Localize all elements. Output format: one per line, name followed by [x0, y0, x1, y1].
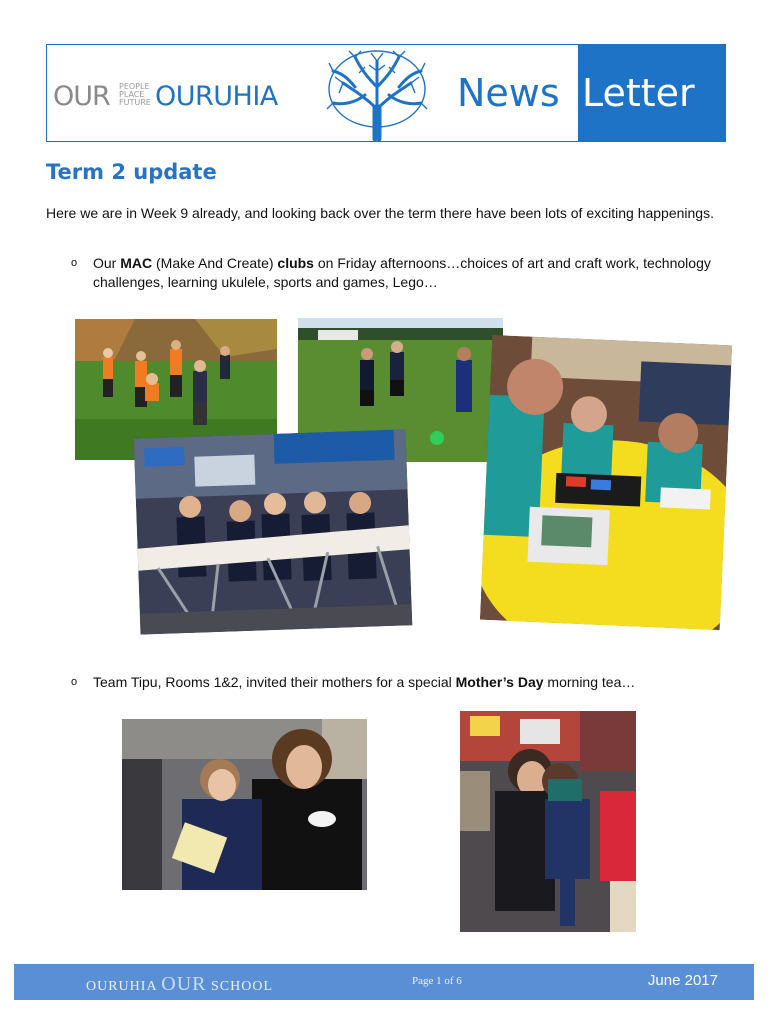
bullet1-bold-clubs: clubs — [277, 255, 314, 271]
section-title: Term 2 update — [46, 160, 217, 184]
tagline-place: PLACE — [119, 90, 145, 99]
footer-our: OUR — [161, 973, 207, 995]
tagline-people: PEOPLE — [119, 82, 150, 91]
masthead-ouruhia: OURUHIA — [155, 81, 278, 112]
bullet-marker: o — [71, 676, 78, 688]
page-footer — [14, 964, 754, 1000]
bullet2-pre: Team Tipu, Rooms 1&2, invited their mothers for a special — [93, 674, 456, 690]
masthead-news: News — [457, 71, 560, 115]
intro-paragraph: Here we are in Week 9 already, and looking back over the term there have been lots of exciting happenings. — [46, 205, 714, 221]
issue-date: June 2017 — [647, 972, 718, 989]
footer-school: SCHOOL — [206, 979, 274, 994]
bullet-mac-clubs — [71, 254, 713, 292]
page-number: Page 1 of 6 — [412, 975, 462, 987]
masthead-tagline — [119, 83, 151, 107]
masthead-letter-box — [578, 45, 726, 141]
footer-ouruhia: OURUHIA — [86, 979, 162, 994]
mother-reading-photo — [122, 719, 367, 890]
newsletter-masthead — [46, 44, 726, 142]
tree-icon — [325, 47, 429, 141]
mother-hug-photo — [460, 711, 636, 932]
bullet-mothers-day — [71, 673, 733, 692]
footer-school-name — [86, 973, 273, 996]
bridge-photo — [134, 429, 413, 634]
masthead-our: OUR — [53, 81, 110, 112]
bullet2-post: morning tea… — [543, 674, 636, 690]
bullet-marker: o — [71, 257, 78, 269]
bullet1-post: on Friday afternoons…choices of art and craft work, technology challenges, learning ukulele, sports and games, Lego… — [93, 255, 711, 290]
lego-photo — [480, 335, 732, 630]
bullet1-mid: (Make And Create) — [152, 255, 278, 271]
bullet1-bold-mac: MAC — [120, 255, 153, 271]
tagline-future: FUTURE — [119, 98, 151, 107]
bullet1-pre: Our — [93, 255, 121, 271]
bullet2-bold-mothers-day: Mother’s Day — [455, 674, 544, 690]
masthead-letter: Letter — [582, 71, 695, 115]
